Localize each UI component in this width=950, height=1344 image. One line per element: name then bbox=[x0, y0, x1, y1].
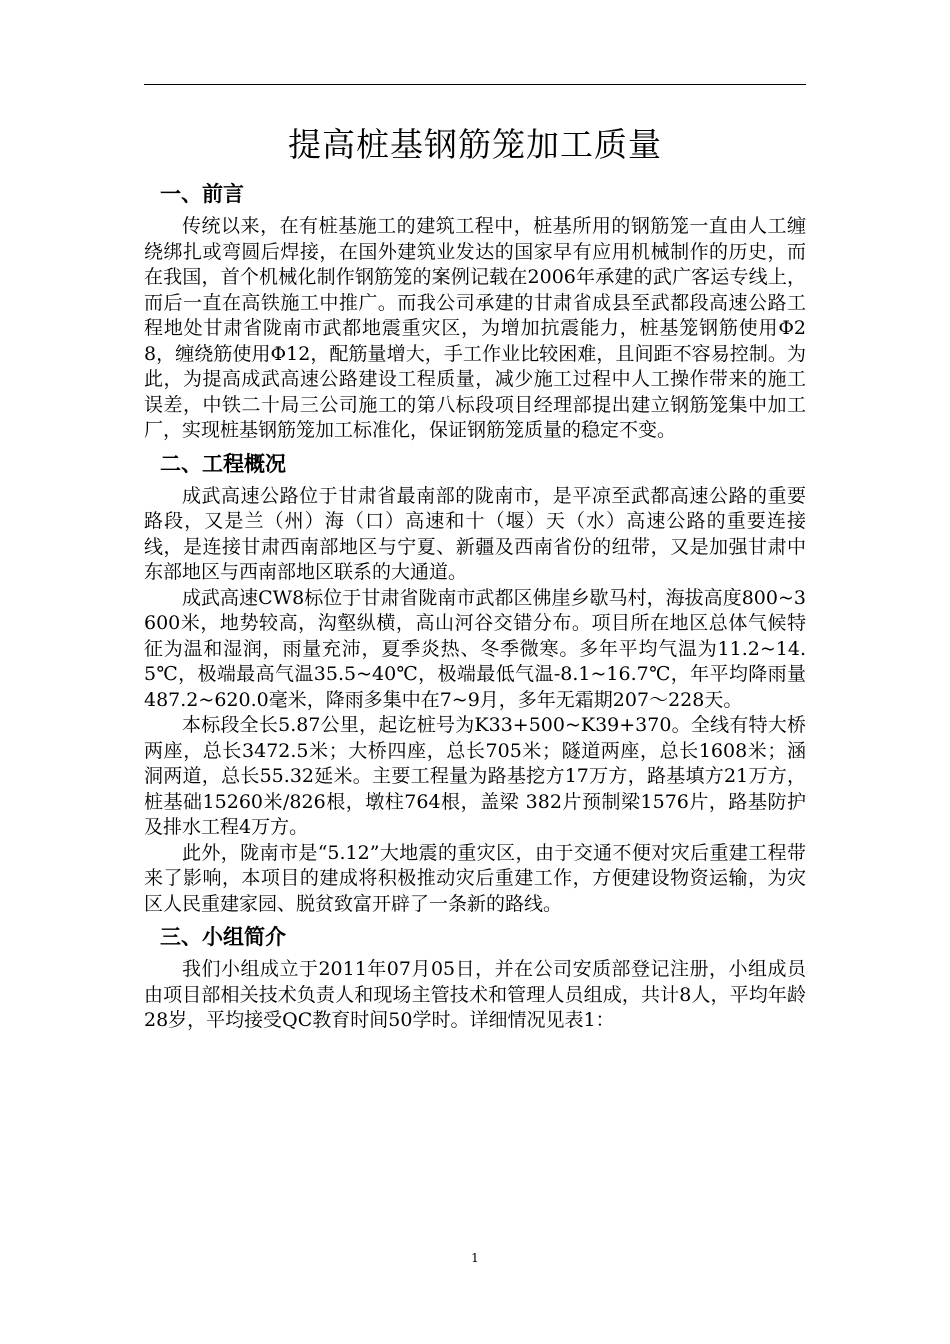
overview-paragraph-2: 成武高速CW8标位于甘肃省陇南市武都区佛崖乡歇马村，海拔高度800~3600米，地势较高，沟壑纵横，高山河谷交错分布。项目所在地区总体气候特征为温和湿润，雨量充沛，夏季炎热、冬季微寒。多年平均气温为11.2~14.5℃，极端最高气温35.5~40℃，极端最低气温-8.1~16.7℃，年平均降雨量487.2~620.0毫米，降雨多集中在7~9月，多年无霜期207～228天。 bbox=[144, 586, 806, 711]
overview-paragraph-4: 此外，陇南市是“5.12”大地震的重灾区，由于交通不便对灾后重建工程带来了影响，本项目的建成将积极推动灾后重建工作，方便建设物资运输，为灾区人民重建家园、脱贫致富开辟了一条新的路线。 bbox=[144, 841, 806, 915]
page-number: 1 bbox=[471, 1251, 479, 1265]
team-intro-paragraph: 我们小组成立于2011年07月05日，并在公司安质部登记注册，小组成员由项目部相关技术负责人和现场主管技术和管理人员组成，共计8人，平均年龄28岁，平均接受QC教育时间50学时。详细情况见表1： bbox=[144, 958, 806, 1031]
section-heading-project-overview: 二、工程概况 bbox=[160, 451, 286, 476]
preface-paragraph: 传统以来，在有桩基施工的建筑工程中，桩基所用的钢筋笼一直由人工缠绕绑扎或弯圆后焊接，在国外建筑业发达的国家早有应用机械制作的历史，而在我国，首个机械化制作钢筋笼的案例记载在2006年承建的武广客运专线上，而后一直在高铁施工中推广。而我公司承建的甘肃省成县至武都段高速公路工程地处甘肃省陇南市武都地震重灾区，为增加抗震能力，桩基笼钢筋使用Φ28，缠绕筋使用Φ12，配筋量增大，手工作业比较困难，且间距不容易控制。为此，为提高成武高速公路建设工程质量，减少施工过程中人工操作带来的施工误差，中铁二十局三公司施工的第八标段项目经理部提出建立钢筋笼集中加工厂，实现桩基钢筋笼加工标准化，保证钢筋笼质量的稳定不变。 bbox=[144, 215, 806, 441]
header-divider bbox=[144, 84, 806, 85]
overview-paragraph-1: 成武高速公路位于甘肃省最南部的陇南市，是平凉至武都高速公路的重要路段，又是兰（州）海（口）高速和十（堰）天（水）高速公路的重要连接线，是连接甘肃西南部地区与宁夏、新疆及西南省份的纽带，又是加强甘肃中东部地区与西南部地区联系的大通道。 bbox=[144, 484, 806, 583]
document-title: 提高桩基钢筋笼加工质量 bbox=[288, 125, 662, 164]
section-heading-team-intro: 三、小组简介 bbox=[160, 925, 286, 949]
overview-paragraph-3: 本标段全长5.87公里，起讫桩号为K33+500~K39+370。全线有特大桥两座，总长3472.5米；大桥四座，总长705米；隧道两座，总长1608米；涵洞两道，总长55.32延米。主要工程量为路基挖方17万方，路基填方21万方，桩基础15260米/826根，墩柱764根，盖梁 382片预制梁1576片，路基防护及排水工程4万方。 bbox=[144, 714, 806, 838]
section-heading-preface: 一、前言 bbox=[160, 182, 244, 206]
document-body bbox=[144, 116, 806, 1034]
